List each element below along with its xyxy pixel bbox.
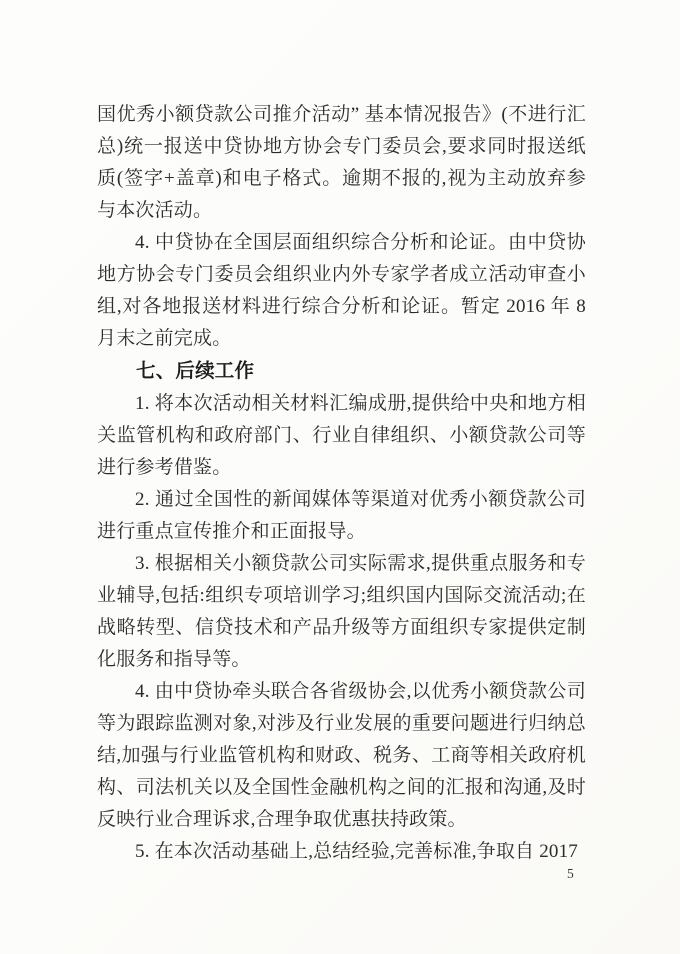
document-body	[97, 99, 586, 868]
followup-item-5: 5. 在本次活动基础上,总结经验,完善标准,争取自 2017	[135, 841, 579, 862]
followup-item-3: 3. 根据相关小额贷款公司实际需求,提供重点服务和专业辅导,包括:组织专项培训学习;组织国内国际交流活动;在战略转型、信贷技术和产品升级等方面组织专家提供定制化服务和指导等。	[97, 553, 586, 670]
followup-item-1: 1. 将本次活动相关材料汇编成册,提供给中央和地方相关监管机构和政府部门、行业自律组织、小额贷款公司等进行参考借鉴。	[97, 393, 586, 478]
followup-item-4: 4. 由中贷协牵头联合各省级协会,以优秀小额贷款公司等为跟踪监测对象,对涉及行业发展的重要问题进行归纳总结,加强与行业监管机构和财政、税务、工商等相关政府机构、司法机关以及全国性金融机构之间的汇报和沟通,及时反映行业合理诉求,合理争取优惠扶持政策。	[97, 681, 586, 830]
body-paragraph-item-4: 4. 中贷协在全国层面组织综合分析和论证。由中贷协地方协会专门委员会组织业内外专家学者成立活动审查小组,对各地报送材料进行综合分析和论证。暂定 2016 年 8 月末之前完成。	[97, 232, 586, 349]
body-paragraph-continued: 国优秀小额贷款公司推介活动” 基本情况报告》(不进行汇总)统一报送中贷协地方协会专门委员会,要求同时报送纸质(签字+盖章)和电子格式。逾期不报的,视为主动放弃参与本次活动。	[97, 104, 586, 221]
section-heading: 七、后续工作	[136, 360, 255, 382]
page-number: 5	[567, 866, 574, 881]
followup-item-2: 2. 通过全国性的新闻媒体等渠道对优秀小额贷款公司进行重点宣传推介和正面报导。	[97, 489, 586, 542]
